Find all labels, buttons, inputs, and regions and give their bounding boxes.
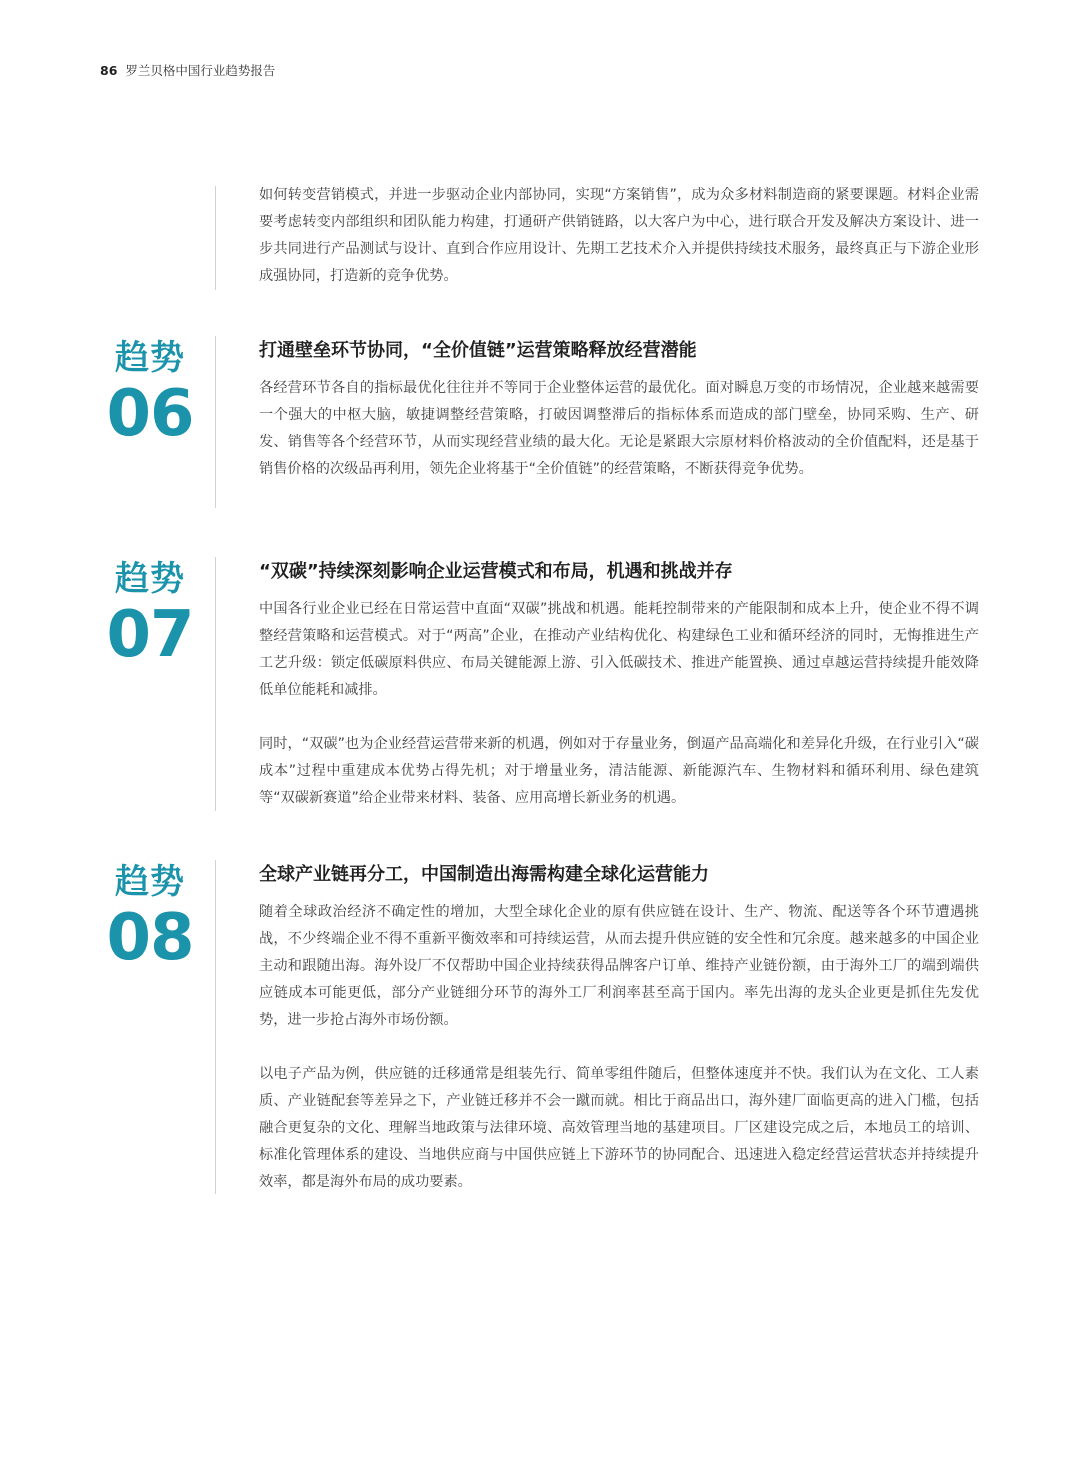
trend-paragraph: 随着全球政治经济不确定性的增加，大型全球化企业的原有供应链在设计、生产、物流、配送等各个环节遭遇挑战，不少终端企业不得不重新平衡效率和可持续运营，从而去提升供应链的安全性和冗余度。越来越多的中国企业主动和跟随出海。海外设厂不仅帮助中国企业持续获得品牌客户订单、维持产业链份额，由于海外工厂的端到端供应链成本可能更低，部分产业链细分环节的海外工厂利润率甚至高于国内。率先出海的龙头企业更是抓住先发优势，进一步抢占海外市场份额。: [259, 904, 979, 1028]
trend-word: 趋势: [115, 338, 185, 378]
section-divider-line: [215, 860, 216, 1194]
running-header: [100, 61, 275, 79]
trend-number: 07: [106, 598, 194, 672]
trend-paragraph: 同时，“双碳”也为企业经营运营带来新的机遇，例如对于存量业务，倒逼产品高端化和差异化升级，在行业引入“碳成本”过程中重建成本优势占得先机；对于增量业务，清洁能源、新能源汽车、生物材料和循环利用、绿色建筑等“双碳新赛道”给企业带来材料、装备、应用高增长新业务的机遇。: [259, 736, 979, 806]
trend-content: [259, 337, 979, 483]
trend-content: [259, 558, 979, 812]
trend-word: 趋势: [115, 559, 185, 599]
trend-word: 趋势: [115, 862, 185, 902]
trend-label: [105, 338, 195, 451]
trend-paragraph: 以电子产品为例，供应链的迁移通常是组装先行、简单零组件随后，但整体速度并不快。我们认为在文化、工人素质、产业链配套等差异之下，产业链迁移并不会一蹴而就。相比于商品出口，海外建厂面临更高的进入门槛，包括融合更复杂的文化、理解当地政策与法律环境、高效管理当地的基建项目。厂区建设完成之后，本地员工的培训、标准化管理体系的建设、当地供应商与中国供应链上下游环节的协同配合、迅速进入稳定经营运营状态并持续提升效率，都是海外布局的成功要素。: [259, 1066, 979, 1190]
trend-paragraph: 各经营环节各自的指标最优化往往并不等同于企业整体运营的最优化。面对瞬息万变的市场情况，企业越来越需要一个强大的中枢大脑，敏捷调整经营策略，打破因调整滞后的指标体系而造成的部门壁垒，协同采购、生产、研发、销售等各个经营环节，从而实现经营业绩的最大化。无论是紧跟大宗原材料价格波动的全价值配料，还是基于销售价格的次级品再利用，领先企业将基于“全价值链”的经营策略，不断获得竞争优势。: [259, 380, 979, 477]
report-title: 罗兰贝格中国行业趋势报告: [125, 63, 276, 78]
trend-label: [105, 559, 195, 672]
section-divider-line: [215, 186, 216, 290]
trend-label: [105, 862, 195, 975]
section-divider-line: [215, 557, 216, 811]
trend-paragraph: 中国各行业企业已经在日常运营中直面“双碳”挑战和机遇。能耗控制带来的产能限制和成本上升，使企业不得不调整经营策略和运营模式。对于“两高”企业，在推动产业结构优化、构建绿色工业和循环经济的同时，无悔推进生产工艺升级：锁定低碳原料供应、布局关键能源上游、引入低碳技术、推进产能置换、通过卓越运营持续提升能效降低单位能耗和减排。: [259, 601, 979, 698]
trend-content: [259, 861, 979, 1196]
trend-heading: 全球产业链再分工，中国制造出海需构建全球化运营能力: [259, 864, 709, 885]
trend-heading: 打通壁垒环节协同，“全价值链”运营策略释放经营潜能: [259, 340, 697, 361]
trend-number: 06: [106, 377, 194, 451]
page-number: 86: [100, 63, 118, 78]
section-divider-line: [215, 336, 216, 508]
intro-content: [259, 182, 979, 290]
trend-number: 08: [106, 901, 194, 975]
intro-paragraph: 如何转变营销模式，并进一步驱动企业内部协同，实现“方案销售”，成为众多材料制造商的紧要课题。材料企业需要考虑转变内部组织和团队能力构建，打通研产供销链路，以大客户为中心，进行联合开发及解决方案设计、进一步共同进行产品测试与设计、直到合作应用设计、先期工艺技术介入并提供持续技术服务，最终真正与下游企业形成强协同，打造新的竞争优势。: [259, 187, 979, 284]
trend-heading: “双碳”持续深刻影响企业运营模式和布局，机遇和挑战并存: [259, 561, 733, 582]
